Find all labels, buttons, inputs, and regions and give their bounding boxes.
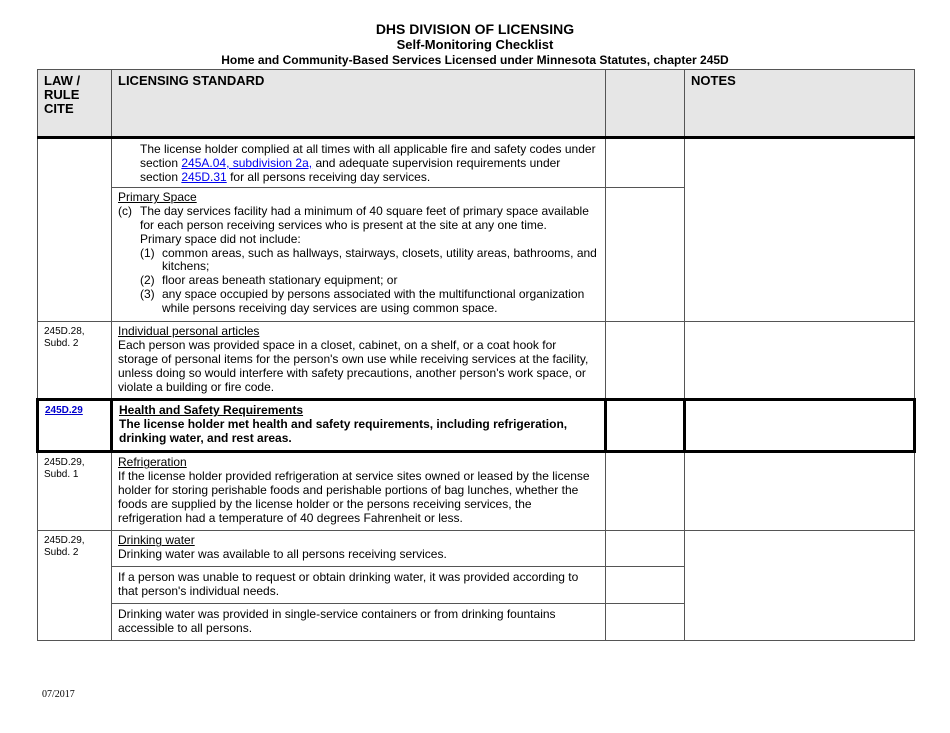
cite-cell: 245D.28, Subd. 2 <box>38 322 112 400</box>
check-cell[interactable] <box>606 531 685 567</box>
document-header <box>0 21 950 67</box>
primary-space-heading: Primary Space <box>118 190 197 205</box>
check-cell[interactable] <box>606 604 685 641</box>
link-245d31[interactable]: 245D.31 <box>181 169 227 184</box>
check-cell[interactable] <box>606 138 685 188</box>
table-row <box>38 322 915 400</box>
check-cell[interactable] <box>606 322 685 400</box>
standard-cell: Individual personal articles Each person was provided space in a closet, cabinet, on a shelf, or a coat hook for storage of personal items for the person's own use while receiving services at the facility, unless doing so would interfere with safety precautions, another person's work space, or violate a building or fire code. <box>112 322 606 400</box>
notes-cell[interactable] <box>685 138 915 322</box>
notes-cell[interactable] <box>685 400 915 452</box>
standard-cell: Drinking water Drinking water was available to all persons receiving services. <box>112 531 606 567</box>
checklist-subtitle: Home and Community-Based Services Licensed under Minnesota Statutes, chapter 245D <box>221 53 729 67</box>
health-safety-heading: Health and Safety Requirements <box>119 403 304 418</box>
standard-cell: Drinking water was provided in single-service containers or from drinking fountains accessible to all persons. <box>112 604 606 641</box>
notes-cell[interactable] <box>685 322 915 400</box>
checklist-table <box>36 69 916 641</box>
revision-date: 07/2017 <box>42 689 75 700</box>
table-row-highlight <box>38 400 915 452</box>
division-title: DHS DIVISION OF LICENSING <box>375 21 575 37</box>
check-cell[interactable] <box>606 400 685 452</box>
check-cell[interactable] <box>606 188 685 322</box>
link-245d29[interactable]: 245D.29 <box>45 405 83 417</box>
table-row <box>38 531 915 567</box>
standard-cell: Refrigeration If the license holder provided refrigeration at service sites owned or leased by the license holder for storing perishable foods and perishable portions of bag lunches, whether the foods are supplied by the license holder or the persons receiving services, the refrigeration had a temperature of 40 degrees Fahrenheit or less. <box>112 452 606 531</box>
notes-cell[interactable] <box>685 452 915 531</box>
cite-cell <box>38 138 112 322</box>
header-law-rule-cite: LAW / RULE CITE <box>38 70 112 138</box>
header-notes: NOTES <box>685 70 915 138</box>
notes-cell[interactable] <box>685 531 915 641</box>
cite-cell: 245D.29, Subd. 1 <box>38 452 112 531</box>
check-cell[interactable] <box>606 567 685 604</box>
refrigeration-heading: Refrigeration <box>118 455 187 470</box>
checklist-title: Self-Monitoring Checklist <box>396 37 554 52</box>
table-header-row <box>38 70 915 138</box>
header-licensing-standard: LICENSING STANDARD <box>112 70 606 138</box>
standard-cell: The license holder complied at all times with all applicable fire and safety codes under section 245A.04, subdivision 2a, and adequate supervision requirements under section 245D.31 for all persons receiving day services. <box>112 138 606 188</box>
cite-cell <box>38 400 112 452</box>
table-row <box>38 138 915 188</box>
standard-cell: Health and Safety Requirements The license holder met health and safety requirements, including refrigeration, drinking water, and rest areas. <box>112 400 606 452</box>
link-245a04[interactable]: 245A.04, subdivision 2a, <box>181 155 313 170</box>
drinking-water-heading: Drinking water <box>118 533 195 548</box>
header-blank <box>606 70 685 138</box>
check-cell[interactable] <box>606 452 685 531</box>
table-row <box>38 452 915 531</box>
personal-articles-heading: Individual personal articles <box>118 324 260 339</box>
standard-cell: If a person was unable to request or obtain drinking water, it was provided according to that person's individual needs. <box>112 567 606 604</box>
standard-cell: Primary Space (c) The day services facility had a minimum of 40 square feet of primary space available for each person receiving services who is present at the site at any one time. Primary space did not include: (1) common areas, such as hallways, stairways, closets, utility areas, bathrooms, and kitchens; (2) floor areas beneath stationary equipment; or (3) any space occupied by persons associated with the multifunctional organization while persons receiving day services are using common space. <box>112 188 606 322</box>
cite-cell: 245D.29, Subd. 2 <box>38 531 112 641</box>
